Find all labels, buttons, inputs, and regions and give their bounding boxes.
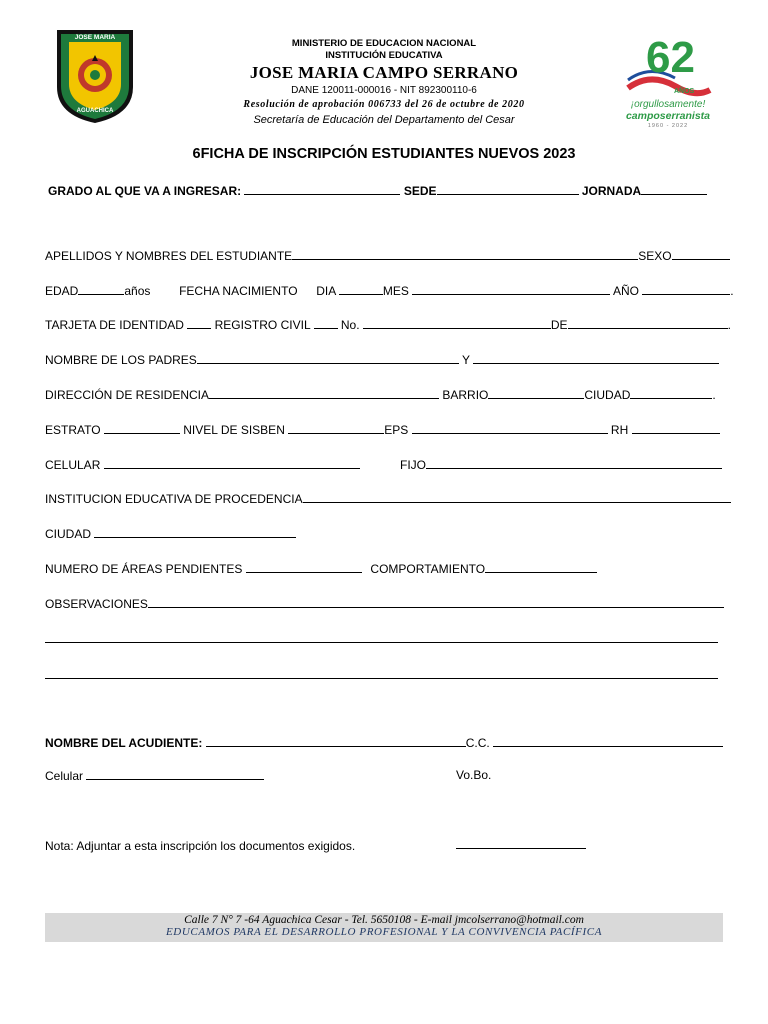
tarjeta-label: TARJETA DE IDENTIDAD [45, 318, 184, 332]
sisben-label: NIVEL DE SISBEN [183, 423, 285, 437]
anniversary-slogan-2: camposerranista [625, 110, 711, 122]
padre-field[interactable] [197, 352, 459, 364]
sisben-field[interactable] [288, 422, 384, 434]
row-apellidos [45, 248, 730, 263]
rh-label: RH [610, 423, 629, 437]
row-areas [45, 561, 597, 576]
sede-field[interactable] [437, 183, 579, 195]
anos-label: años [124, 284, 151, 298]
anniversary-years: 1960 - 2022 [647, 123, 689, 129]
resolution-text: Resolución de aprobación 006733 del 26 de octubre de 2020 [243, 99, 525, 110]
mes-label: MES [382, 284, 409, 298]
row-celular [45, 457, 360, 472]
row-celular-acudiente [45, 768, 264, 783]
vobo-label: Vo.Bo. [456, 768, 492, 782]
edad-label: EDAD [45, 284, 79, 298]
barrio-field[interactable] [488, 387, 584, 399]
ano-field[interactable] [642, 283, 730, 295]
celular-acudiente-field[interactable] [86, 768, 264, 780]
form-title: 6FICHA DE INSCRIPCIÓN ESTUDIANTES NUEVOS 2023 [192, 146, 576, 162]
direccion-field[interactable] [209, 387, 439, 399]
row-identidad: TARJETA DE IDENTIDAD REGISTRO CIVIL No. DE . [45, 318, 731, 332]
school-seal [54, 27, 136, 125]
secretariat-text: Secretaría de Educación del Departamento del Cesar [253, 114, 515, 126]
row-direccion: DIRECCIÓN DE RESIDENCIA BARRIO CIUDAD . [45, 388, 716, 402]
vobo-signature-line[interactable] [456, 848, 586, 849]
celular-acudiente-label: Celular [45, 769, 84, 783]
tarjeta-field[interactable] [187, 317, 211, 329]
numero-field[interactable] [363, 317, 551, 329]
observaciones-line-3[interactable] [45, 678, 718, 679]
apellidos-field[interactable] [292, 248, 638, 260]
anniversary-logo [620, 28, 716, 132]
acudiente-field[interactable] [206, 735, 466, 747]
direccion-label: DIRECCIÓN DE RESIDENCIA [45, 388, 210, 402]
y-label: Y [461, 353, 470, 367]
comportamiento-label: COMPORTAMIENTO [370, 562, 486, 576]
sexo-label: SEXO [638, 249, 672, 263]
row-procedencia [45, 491, 731, 506]
expedido-label: DE [550, 318, 568, 332]
row-observaciones [45, 596, 724, 611]
school-name: JOSE MARIA CAMPO SERRANO [249, 63, 519, 82]
cc-field[interactable] [493, 735, 723, 747]
registro-field[interactable] [314, 317, 338, 329]
jornada-field[interactable] [641, 183, 707, 195]
rh-field[interactable] [632, 422, 720, 434]
footer-address: Calle 7 N° 7 -64 Aguachica Cesar - Tel. 5650108 - E-mail jmcolserrano@hotmail.com [184, 914, 584, 926]
areas-field[interactable] [246, 561, 362, 573]
numero-label: No. [340, 318, 360, 332]
row-ciudad [45, 526, 296, 541]
celular-label: CELULAR [45, 458, 101, 472]
anniversary-slogan-1: ¡orgullosamente! [630, 99, 706, 110]
estrato-field[interactable] [104, 422, 180, 434]
acudiente-label: NOMBRE DEL ACUDIENTE: [45, 736, 203, 750]
estrato-label: ESTRATO [45, 423, 101, 437]
nota-text: Nota: Adjuntar a esta inscripción los documentos exigidos. [45, 839, 356, 853]
ciudad-field[interactable] [94, 526, 296, 538]
cc-label: C.C. [465, 736, 490, 750]
institution-type-label: INSTITUCIÓN EDUCATIVA [325, 50, 443, 61]
eps-label: EPS [384, 423, 409, 437]
footer-bar [45, 913, 723, 942]
padres-label: NOMBRE DE LOS PADRES [45, 353, 197, 367]
sede-label: SEDE [403, 184, 437, 198]
areas-label: NUMERO DE ÁREAS PENDIENTES [45, 562, 243, 576]
barrio-label: BARRIO [442, 388, 489, 402]
grado-label: GRADO AL QUE VA A INGRESAR: [48, 184, 242, 198]
row-edad: EDAD años FECHA NACIMIENTO DIA MES AÑO . [45, 284, 734, 298]
fijo-label: FIJO [400, 458, 426, 472]
observaciones-label: OBSERVACIONES [45, 597, 148, 611]
anniversary-number: 62 [646, 33, 695, 82]
fijo-field[interactable] [426, 457, 722, 469]
row-fijo [400, 457, 722, 472]
mes-field[interactable] [412, 283, 610, 295]
footer-motto: EDUCAMOS PARA EL DESARROLLO PROFESIONAL Y LA CONVIVENCIA PACÍFICA [165, 926, 603, 938]
procedencia-label: INSTITUCION EDUCATIVA DE PROCEDENCIA [45, 492, 303, 506]
row-grado [48, 183, 707, 198]
ano-label: AÑO [612, 284, 639, 298]
apellidos-label: APELLIDOS Y NOMBRES DEL ESTUDIANTE [45, 249, 293, 263]
celular-field[interactable] [104, 457, 360, 469]
row-padres [45, 352, 719, 367]
fecha-nacimiento-label: FECHA NACIMIENTO [179, 284, 298, 298]
ciudad-res-field[interactable] [630, 387, 712, 399]
registro-label: REGISTRO CIVIL [214, 318, 311, 332]
dia-field[interactable] [339, 283, 383, 295]
anniversary-suffix: AÑOS [674, 88, 695, 95]
edad-field[interactable] [78, 283, 124, 295]
dane-nit: DANE 120011-000016 - NIT 892300110-6 [291, 85, 477, 96]
ciudad-label: CIUDAD [45, 527, 92, 541]
dia-label: DIA [316, 284, 336, 298]
ciudad-res-label: CIUDAD [584, 388, 631, 402]
eps-field[interactable] [412, 422, 608, 434]
jornada-label: JORNADA [581, 184, 642, 198]
comportamiento-field[interactable] [485, 561, 597, 573]
expedido-field[interactable] [568, 317, 728, 329]
seal-bottom-text: AGUACHICA [76, 108, 114, 114]
procedencia-field[interactable] [303, 491, 731, 503]
sexo-field[interactable] [672, 248, 730, 260]
row-estrato [45, 422, 720, 437]
ministry-label: MINISTERIO DE EDUCACION NACIONAL [291, 38, 477, 49]
observaciones-field[interactable] [148, 596, 724, 608]
row-acudiente [45, 735, 723, 750]
madre-field[interactable] [473, 352, 719, 364]
observaciones-line-2[interactable] [45, 642, 718, 643]
grado-field[interactable] [244, 183, 400, 195]
seal-top-text: JOSE MARIA [74, 34, 116, 41]
